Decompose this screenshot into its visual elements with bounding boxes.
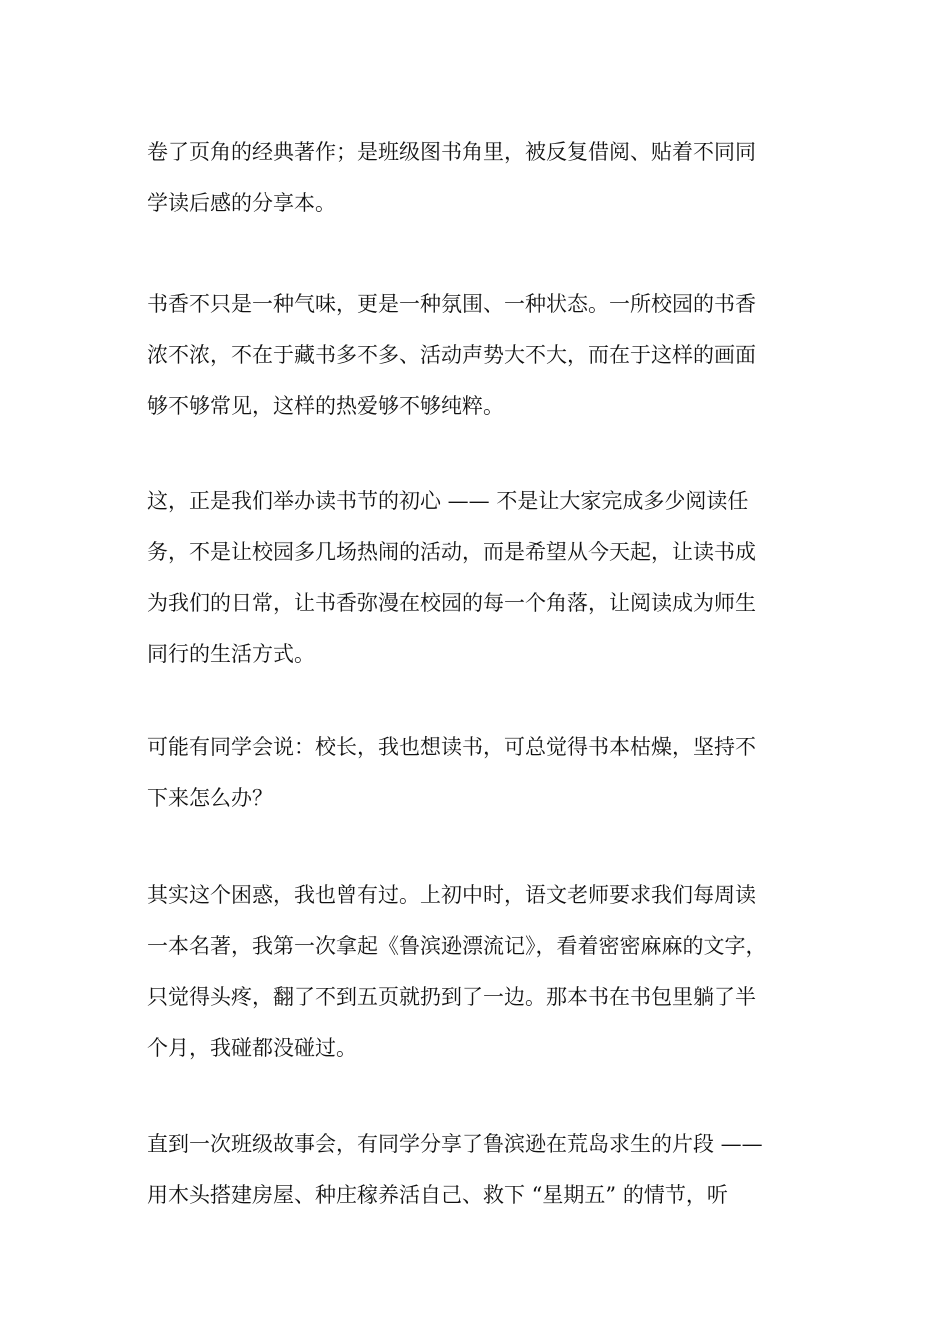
text-line: 卷了页角的经典著作；是班级图书角里，被反复借阅、贴着不同同 [147,140,756,164]
paragraph-5 [147,870,827,1074]
paragraph-3 [147,476,827,680]
text-line: 这，正是我们举办读书节的初心 —— 不是让大家完成多少阅读任 [147,489,749,513]
text-line: 可能有同学会说：校长，我也想读书，可总觉得书本枯燥，坚持不 [147,735,756,759]
paragraph-6 [147,1119,827,1221]
text-line: 为我们的日常，让书香弥漫在校园的每一个角落，让阅读成为师生 [147,591,756,615]
text-line: 其实这个困惑，我也曾有过。上初中时，语文老师要求我们每周读 [147,883,756,907]
text-line: 书香不只是一种气味，更是一种氛围、一种状态。一所校园的书香 [147,292,756,316]
text-line: 够不够常见，这样的热爱够不够纯粹。 [147,394,504,418]
text-line: 务，不是让校园多几场热闹的活动，而是希望从今天起，让读书成 [147,540,756,564]
paragraph-2 [147,279,827,432]
text-line: 一本名著，我第一次拿起《鲁滨逊漂流记》，看着密密麻麻的文字， [147,934,767,958]
paragraph-1 [147,127,827,229]
text-line: 下来怎么办？ [147,786,273,810]
text-line: 只觉得头疼，翻了不到五页就扔到了一边。那本书在书包里躺了半 [147,985,756,1009]
text-line: 学读后感的分享本。 [147,191,336,215]
paragraph-4 [147,722,827,824]
text-line: 同行的生活方式。 [147,642,315,666]
text-line: 用木头搭建房屋、种庄稼养活自己、救下 “星期五” 的情节，听 [147,1183,728,1207]
text-line: 直到一次班级故事会，有同学分享了鲁滨逊在荒岛求生的片段 —— [147,1132,763,1156]
text-line: 浓不浓，不在于藏书多不多、活动声势大不大，而在于这样的画面 [147,343,756,367]
text-line: 个月，我碰都没碰过。 [147,1036,357,1060]
